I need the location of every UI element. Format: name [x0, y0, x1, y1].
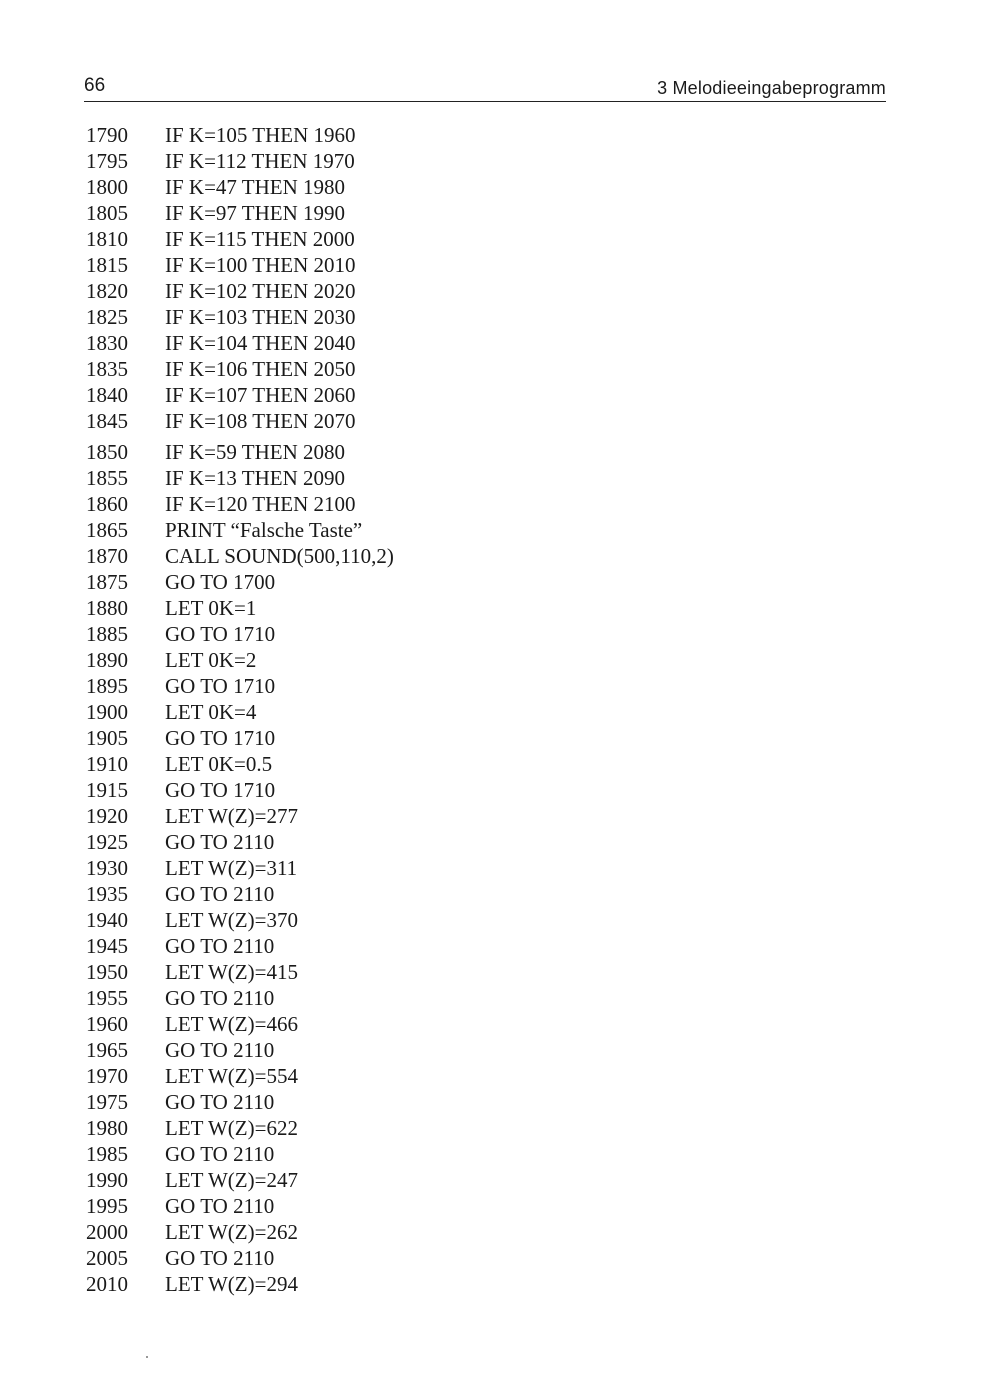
scan-speck — [146, 1356, 148, 1358]
line-number: 1825 — [86, 305, 128, 329]
statement: GO TO 2110 — [165, 830, 275, 854]
statement: LET W(Z)=622 — [165, 1116, 298, 1140]
line-number: 1900 — [86, 700, 128, 724]
statement: LET W(Z)=554 — [165, 1064, 298, 1088]
code-line — [86, 1115, 686, 1141]
code-line — [86, 439, 686, 465]
code-line — [86, 1089, 686, 1115]
line-number: 1875 — [86, 570, 128, 594]
statement: GO TO 2110 — [165, 934, 275, 958]
code-line — [86, 803, 686, 829]
line-number: 1985 — [86, 1142, 128, 1166]
statement: GO TO 2110 — [165, 1246, 275, 1270]
statement: GO TO 1700 — [165, 570, 276, 594]
statement: GO TO 2110 — [165, 1038, 275, 1062]
line-number: 1975 — [86, 1090, 128, 1114]
line-number: 1895 — [86, 674, 128, 698]
code-line — [86, 356, 686, 382]
line-number: 1810 — [86, 227, 128, 251]
statement: PRINT “Falsche Taste” — [165, 518, 363, 542]
statement: IF K=13 THEN 2090 — [165, 466, 346, 490]
line-number: 1915 — [86, 778, 128, 802]
code-line — [86, 543, 686, 569]
statement: IF K=112 THEN 1970 — [165, 149, 355, 173]
code-line — [86, 621, 686, 647]
code-line — [86, 1011, 686, 1037]
code-line — [86, 569, 686, 595]
code-line — [86, 382, 686, 408]
code-line — [86, 933, 686, 959]
statement: GO TO 2110 — [165, 882, 275, 906]
code-line — [86, 1037, 686, 1063]
code-line — [86, 408, 686, 434]
line-number: 1850 — [86, 440, 128, 464]
code-line — [86, 226, 686, 252]
line-number: 1840 — [86, 383, 128, 407]
line-number: 1910 — [86, 752, 128, 776]
code-line — [86, 699, 686, 725]
line-number: 1865 — [86, 518, 128, 542]
code-line — [86, 985, 686, 1011]
line-number: 1830 — [86, 331, 128, 355]
page-number: 66 — [84, 75, 106, 96]
line-number: 2000 — [86, 1220, 128, 1244]
line-number: 1805 — [86, 201, 128, 225]
statement: LET 0K=1 — [165, 596, 257, 620]
line-number: 1855 — [86, 466, 128, 490]
line-number: 1885 — [86, 622, 128, 646]
code-line — [86, 829, 686, 855]
line-number: 2010 — [86, 1272, 128, 1296]
statement: LET W(Z)=294 — [165, 1272, 298, 1296]
code-line — [86, 595, 686, 621]
statement: IF K=108 THEN 2070 — [165, 409, 356, 433]
code-line — [86, 1245, 686, 1271]
line-number: 1815 — [86, 253, 128, 277]
statement: IF K=47 THEN 1980 — [165, 175, 346, 199]
basic-program-listing — [86, 122, 686, 1297]
statement: LET 0K=0.5 — [165, 752, 273, 776]
line-number: 1960 — [86, 1012, 128, 1036]
line-number: 1995 — [86, 1194, 128, 1218]
line-number: 2005 — [86, 1246, 128, 1270]
line-number: 1950 — [86, 960, 128, 984]
statement: GO TO 2110 — [165, 1142, 275, 1166]
code-line — [86, 881, 686, 907]
statement: CALL SOUND(500,110,2) — [165, 544, 394, 568]
line-number: 1870 — [86, 544, 128, 568]
code-line — [86, 304, 686, 330]
code-line — [86, 122, 686, 148]
statement: GO TO 1710 — [165, 622, 276, 646]
line-number: 1990 — [86, 1168, 128, 1192]
statement: LET W(Z)=262 — [165, 1220, 298, 1244]
code-line — [86, 517, 686, 543]
code-line — [86, 278, 686, 304]
line-number: 1790 — [86, 123, 128, 147]
line-number: 1835 — [86, 357, 128, 381]
code-line — [86, 1063, 686, 1089]
line-number: 1940 — [86, 908, 128, 932]
statement: LET 0K=2 — [165, 648, 257, 672]
line-number: 1970 — [86, 1064, 128, 1088]
statement: IF K=100 THEN 2010 — [165, 253, 356, 277]
line-number: 1930 — [86, 856, 128, 880]
code-line — [86, 1141, 686, 1167]
statement: GO TO 1710 — [165, 674, 276, 698]
code-line — [86, 855, 686, 881]
code-line — [86, 330, 686, 356]
code-line — [86, 148, 686, 174]
code-line — [86, 1271, 686, 1297]
statement: IF K=59 THEN 2080 — [165, 440, 346, 464]
page-header — [84, 74, 886, 102]
code-line — [86, 907, 686, 933]
code-line — [86, 252, 686, 278]
line-number: 1860 — [86, 492, 128, 516]
statement: IF K=102 THEN 2020 — [165, 279, 356, 303]
statement: IF K=104 THEN 2040 — [165, 331, 356, 355]
statement: LET W(Z)=311 — [165, 856, 298, 880]
code-line — [86, 200, 686, 226]
statement: LET 0K=4 — [165, 700, 257, 724]
line-number: 1920 — [86, 804, 128, 828]
line-number: 1925 — [86, 830, 128, 854]
statement: GO TO 1710 — [165, 778, 276, 802]
line-number: 1795 — [86, 149, 128, 173]
chapter-title: 3 Melodieeingabeprogramm — [657, 78, 886, 98]
statement: GO TO 1710 — [165, 726, 276, 750]
code-line — [86, 673, 686, 699]
statement: LET W(Z)=466 — [165, 1012, 298, 1036]
code-line — [86, 491, 686, 517]
code-line — [86, 1167, 686, 1193]
statement: IF K=97 THEN 1990 — [165, 201, 346, 225]
line-number: 1955 — [86, 986, 128, 1010]
code-line — [86, 1193, 686, 1219]
line-number: 1905 — [86, 726, 128, 750]
line-number: 1965 — [86, 1038, 128, 1062]
statement: IF K=107 THEN 2060 — [165, 383, 356, 407]
statement: LET W(Z)=415 — [165, 960, 298, 984]
statement: IF K=103 THEN 2030 — [165, 305, 356, 329]
statement: IF K=105 THEN 1960 — [165, 123, 356, 147]
code-line — [86, 751, 686, 777]
statement: GO TO 2110 — [165, 1090, 275, 1114]
line-number: 1980 — [86, 1116, 128, 1140]
line-number: 1945 — [86, 934, 128, 958]
code-line — [86, 777, 686, 803]
statement: LET W(Z)=370 — [165, 908, 298, 932]
code-line — [86, 647, 686, 673]
code-line — [86, 465, 686, 491]
line-number: 1820 — [86, 279, 128, 303]
statement: IF K=106 THEN 2050 — [165, 357, 356, 381]
line-number: 1800 — [86, 175, 128, 199]
code-line — [86, 174, 686, 200]
line-number: 1890 — [86, 648, 128, 672]
statement: IF K=120 THEN 2100 — [165, 492, 356, 516]
statement: LET W(Z)=277 — [165, 804, 298, 828]
code-line — [86, 959, 686, 985]
line-number: 1845 — [86, 409, 128, 433]
statement: LET W(Z)=247 — [165, 1168, 298, 1192]
line-number: 1880 — [86, 596, 128, 620]
line-number: 1935 — [86, 882, 128, 906]
statement: GO TO 2110 — [165, 1194, 275, 1218]
code-line — [86, 725, 686, 751]
header-rule — [84, 101, 886, 102]
statement: GO TO 2110 — [165, 986, 275, 1010]
code-line — [86, 1219, 686, 1245]
statement: IF K=115 THEN 2000 — [165, 227, 355, 251]
